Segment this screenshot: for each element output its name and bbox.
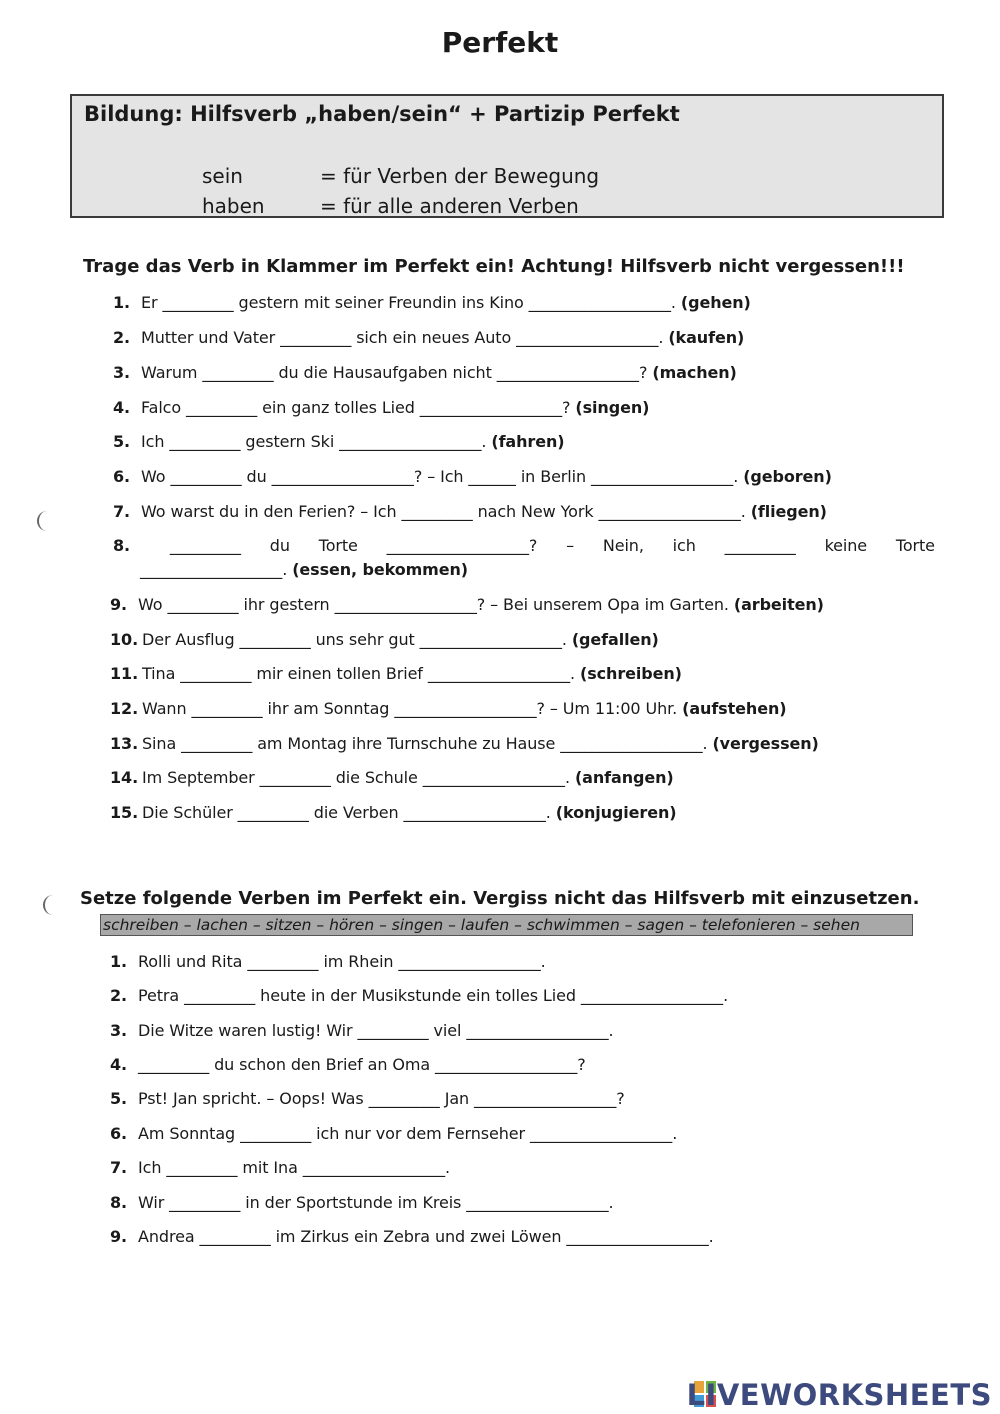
item-number: 7.	[110, 1158, 128, 1177]
exercise1-item-continuation	[140, 560, 468, 579]
item-text: Er _________ gestern mit seiner Freundin ins Kino __________________.	[141, 293, 676, 312]
rule-box	[70, 94, 944, 218]
item-text: Tina _________ mir einen tollen Brief __________________.	[142, 664, 576, 683]
exercise1-item	[110, 768, 674, 787]
item-text-part: _________	[724, 536, 796, 555]
item-number: 4.	[113, 398, 131, 417]
exercise2-item	[110, 1055, 586, 1074]
exercise1-item	[113, 432, 564, 451]
item-number: 7.	[113, 502, 131, 521]
item-number: 13.	[110, 734, 139, 753]
item-text: Die Witze waren lustig! Wir _________ viel __________________.	[138, 1021, 614, 1040]
item-number: 8.	[113, 536, 131, 555]
item-hint: (fahren)	[491, 432, 565, 451]
item-number: 5.	[113, 432, 131, 451]
item-text-part: Torte	[895, 536, 935, 555]
exercise1-item	[113, 398, 649, 417]
item-text: _________ du schon den Brief an Oma __________________?	[138, 1055, 586, 1074]
item-hint: (aufstehen)	[682, 699, 787, 718]
item-hint: (arbeiten)	[733, 595, 824, 614]
item-number: 6.	[110, 1124, 128, 1143]
item-text: __________________.	[140, 560, 288, 579]
item-number: 1.	[110, 952, 128, 971]
exercise1-item	[113, 502, 827, 521]
item-text: Mutter und Vater _________ sich ein neues Auto __________________.	[141, 328, 664, 347]
rule-word: haben	[202, 194, 265, 218]
item-text: Ich _________ mit Ina __________________.	[138, 1158, 450, 1177]
exercise1-item	[110, 699, 786, 718]
item-text-part: _________	[169, 536, 241, 555]
item-text: Wann _________ ihr am Sonntag __________________? – Um 11:00 Uhr.	[142, 699, 678, 718]
punch-hole-mark	[37, 511, 57, 531]
exercise1-item	[113, 363, 737, 382]
item-text: Wo _________ ihr gestern __________________? – Bei unserem Opa im Garten.	[138, 595, 729, 614]
item-text: Falco _________ ein ganz tolles Lied __________________?	[141, 398, 571, 417]
item-text-part: __________________?	[386, 536, 538, 555]
exercise2-item	[110, 1227, 714, 1246]
item-hint: (singen)	[575, 398, 650, 417]
item-text: Wo warst du in den Ferien? – Ich _________ nach New York __________________.	[141, 502, 746, 521]
item-number: 8.	[110, 1193, 128, 1212]
item-number: 3.	[110, 1021, 128, 1040]
item-hint: (kaufen)	[668, 328, 745, 347]
item-number: 6.	[113, 467, 131, 486]
item-text: Wo _________ du __________________? – Ich ______ in Berlin __________________.	[141, 467, 739, 486]
exercise2-item	[110, 1193, 613, 1212]
rule-text: = für alle anderen Verben	[320, 194, 579, 218]
item-hint: (vergessen)	[712, 734, 819, 753]
item-text-part: du	[269, 536, 290, 555]
item-number: 12.	[110, 699, 139, 718]
item-text: Der Ausflug _________ uns sehr gut __________________.	[142, 630, 567, 649]
item-number: 3.	[113, 363, 131, 382]
exercise1-item	[110, 595, 824, 614]
rule-row-sein	[202, 164, 599, 188]
rule-word: sein	[202, 164, 243, 188]
item-text-part: Torte	[318, 536, 358, 555]
item-number: 2.	[110, 986, 128, 1005]
item-text-part: keine	[824, 536, 868, 555]
item-text: Am Sonntag _________ ich nur vor dem Fernseher __________________.	[138, 1124, 678, 1143]
rule-text: = für Verben der Bewegung	[320, 164, 600, 188]
item-number: 14.	[110, 768, 139, 787]
exercise1-item	[113, 328, 744, 347]
item-number: 4.	[110, 1055, 128, 1074]
rule-row-haben	[202, 194, 579, 218]
exercise2-heading: Setze folgende Verben im Perfekt ein. Vergiss nicht das Hilfsverb mit einzusetzen.	[80, 888, 920, 909]
item-text: Pst! Jan spricht. – Oops! Was _________ Jan __________________?	[138, 1089, 625, 1108]
rule-heading: Bildung: Hilfsverb „haben/sein“ + Partizip Perfekt	[84, 102, 680, 126]
exercise1-item	[113, 293, 751, 312]
item-hint: (geboren)	[743, 467, 832, 486]
item-number: 15.	[110, 803, 139, 822]
item-text: Sina _________ am Montag ihre Turnschuhe zu Hause __________________.	[142, 734, 708, 753]
item-hint: (machen)	[652, 363, 737, 382]
item-text: Andrea _________ im Zirkus ein Zebra und zwei Löwen __________________.	[138, 1227, 714, 1246]
item-text: Die Schüler _________ die Verben __________________.	[142, 803, 551, 822]
item-hint: (fliegen)	[750, 502, 827, 521]
item-number: 2.	[113, 328, 131, 347]
item-text: Rolli und Rita _________ im Rhein __________________.	[138, 952, 546, 971]
item-text: Petra _________ heute in der Musikstunde ein tolles Lied __________________.	[138, 986, 729, 1005]
item-number: 10.	[110, 630, 139, 649]
word-bank: schreiben – lachen – sitzen – hören – singen – laufen – schwimmen – sagen – telefonieren – sehen	[100, 914, 913, 936]
item-text: Warum _________ du die Hausaufgaben nicht __________________?	[141, 363, 648, 382]
item-hint: (konjugieren)	[555, 803, 677, 822]
exercise1-item	[113, 467, 832, 486]
exercise1-item	[110, 734, 819, 753]
item-text: Wir _________ in der Sportstunde im Kreis __________________.	[138, 1193, 614, 1212]
exercise1-item	[110, 630, 659, 649]
punch-hole-mark	[43, 895, 63, 915]
exercise2-item	[110, 952, 546, 971]
item-text-part: Nein,	[602, 536, 644, 555]
exercise2-item	[110, 1158, 450, 1177]
exercise1-item	[110, 664, 682, 683]
item-hint: (essen, bekommen)	[292, 560, 468, 579]
item-text-part: –	[566, 536, 574, 555]
item-text-part: ich	[672, 536, 696, 555]
item-text: Ich _________ gestern Ski __________________.	[141, 432, 487, 451]
exercise2-item	[110, 1124, 677, 1143]
exercise1-item	[113, 536, 935, 555]
item-number: 9.	[110, 595, 128, 614]
item-hint: (schreiben)	[580, 664, 682, 683]
exercise2-item	[110, 986, 728, 1005]
item-hint: (anfangen)	[574, 768, 674, 787]
item-number: 1.	[113, 293, 131, 312]
item-number: 5.	[110, 1089, 128, 1108]
item-hint: (gehen)	[680, 293, 751, 312]
exercise2-item	[110, 1021, 614, 1040]
exercise1-item	[110, 803, 676, 822]
item-number: 11.	[110, 664, 139, 683]
item-number: 9.	[110, 1227, 128, 1246]
liveworksheets-logo: LIVEWORKSHEETS	[686, 1378, 992, 1412]
item-hint: (gefallen)	[571, 630, 659, 649]
item-text: Im September _________ die Schule __________________.	[142, 768, 570, 787]
exercise2-item	[110, 1089, 625, 1108]
exercise1-heading: Trage das Verb in Klammer im Perfekt ein! Achtung! Hilfsverb nicht vergessen!!!	[83, 256, 905, 277]
page-title: Perfekt	[441, 26, 559, 59]
